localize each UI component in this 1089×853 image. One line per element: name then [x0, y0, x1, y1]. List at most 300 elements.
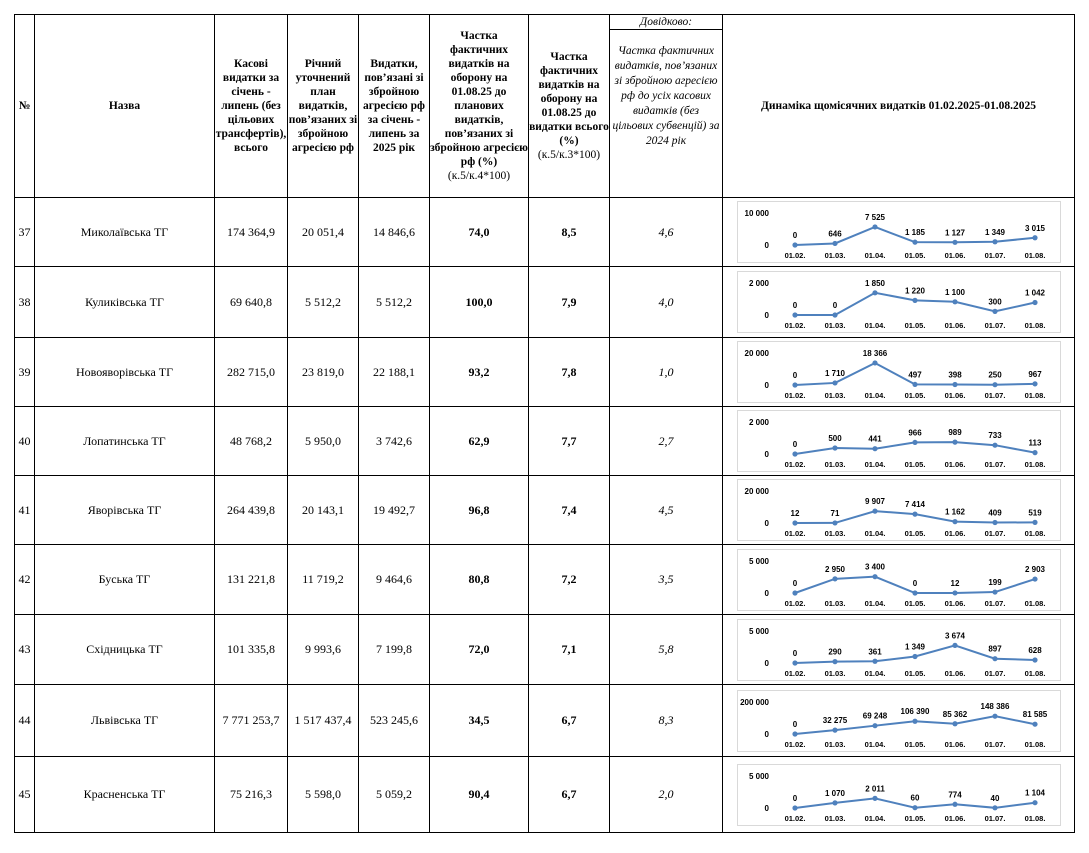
data-point — [872, 795, 877, 800]
share-of-total: 7,4 — [529, 476, 610, 545]
data-point — [792, 242, 797, 247]
share-of-plan: 90,4 — [430, 757, 529, 833]
data-point — [872, 658, 877, 663]
share-of-total: 7,2 — [529, 545, 610, 615]
y-axis-zero-label: 0 — [764, 519, 769, 528]
x-tick-label: 01.02. — [784, 813, 805, 823]
x-tick-label: 01.03. — [824, 739, 845, 749]
table-row — [15, 757, 1075, 833]
data-label: 3 015 — [1024, 223, 1045, 233]
data-label: 1 349 — [904, 642, 925, 652]
data-point — [792, 731, 797, 736]
x-tick-label: 01.04. — [864, 598, 885, 608]
data-label: 2 903 — [1024, 564, 1045, 574]
data-label: 966 — [907, 428, 922, 438]
data-point — [912, 298, 917, 303]
annual-plan: 1 517 437,4 — [288, 685, 359, 757]
data-point — [1032, 520, 1037, 525]
x-tick-label: 01.08. — [1024, 668, 1045, 678]
header-reference-text: Частка фактичних видатків, пов’язаних зі збройною агресією рф до усіх касових видатків (без цільових субвенцій) за 2024 рік — [612, 45, 720, 147]
data-point — [832, 727, 837, 732]
data-point — [1032, 576, 1037, 581]
monthly-dynamics-chart — [737, 764, 1061, 826]
data-label: 3 674 — [944, 630, 965, 640]
data-point — [912, 653, 917, 658]
data-label: 0 — [912, 578, 917, 588]
row-number: 40 — [15, 407, 35, 476]
cash-expenditure: 174 364,9 — [215, 198, 288, 267]
monthly-dynamics-chart — [737, 690, 1061, 752]
defense-spent: 3 742,6 — [359, 407, 430, 476]
data-point — [952, 590, 957, 595]
defense-spent: 19 492,7 — [359, 476, 430, 545]
table-body — [15, 198, 1075, 833]
cash-expenditure: 131 221,8 — [215, 545, 288, 615]
table-row — [15, 685, 1075, 757]
y-axis-max-label: 2 000 — [748, 279, 769, 288]
data-point — [792, 660, 797, 665]
monthly-dynamics-chart — [737, 549, 1061, 611]
annual-plan: 9 993,6 — [288, 615, 359, 685]
data-label: 967 — [1027, 369, 1042, 379]
annual-plan: 5 950,0 — [288, 407, 359, 476]
data-label: 60 — [910, 793, 919, 803]
data-point — [872, 509, 877, 514]
monthly-dynamics-chart — [737, 201, 1061, 263]
data-point — [1032, 381, 1037, 386]
data-point — [832, 241, 837, 246]
share-of-plan: 74,0 — [430, 198, 529, 267]
data-point — [992, 443, 997, 448]
data-label: 250 — [987, 370, 1002, 380]
monthly-dynamics-chart — [737, 410, 1061, 472]
monthly-dynamics-cell — [723, 267, 1075, 338]
reference-share-2024: 1,0 — [610, 338, 723, 407]
x-tick-label: 01.05. — [904, 813, 925, 823]
y-axis-max-label: 10 000 — [744, 209, 769, 218]
share-of-total: 7,9 — [529, 267, 610, 338]
table-row — [15, 198, 1075, 267]
share-of-total: 7,7 — [529, 407, 610, 476]
x-tick-label: 01.04. — [864, 668, 885, 678]
x-tick-label: 01.08. — [1024, 391, 1045, 400]
data-label: 12 — [790, 508, 799, 518]
x-tick-label: 01.02. — [784, 460, 805, 469]
x-tick-label: 01.06. — [944, 321, 965, 330]
community-name: Яворівська ТГ — [35, 476, 215, 545]
x-tick-label: 01.06. — [944, 251, 965, 260]
data-label: 300 — [987, 297, 1002, 307]
community-name: Куликівська ТГ — [35, 267, 215, 338]
cash-expenditure: 264 439,8 — [215, 476, 288, 545]
data-point — [792, 312, 797, 317]
y-axis-zero-label: 0 — [764, 241, 769, 250]
y-axis-zero-label: 0 — [764, 729, 769, 739]
data-point — [952, 801, 957, 806]
x-tick-label: 01.05. — [904, 668, 925, 678]
share-of-total: 6,7 — [529, 757, 610, 833]
header-share-plan — [430, 15, 529, 198]
x-tick-label: 01.03. — [824, 321, 845, 330]
data-label: 9 907 — [864, 497, 885, 507]
table-row — [15, 338, 1075, 407]
x-tick-label: 01.07. — [984, 529, 1005, 538]
data-point — [992, 805, 997, 810]
row-number: 39 — [15, 338, 35, 407]
data-label: 398 — [947, 370, 962, 380]
table-row — [15, 476, 1075, 545]
data-point — [1032, 300, 1037, 305]
data-label: 71 — [830, 508, 839, 518]
data-label: 989 — [947, 428, 962, 438]
x-tick-label: 01.08. — [1024, 739, 1045, 749]
y-axis-zero-label: 0 — [764, 450, 769, 459]
data-point — [832, 520, 837, 525]
data-label: 85 362 — [942, 709, 967, 719]
table-row — [15, 267, 1075, 338]
data-point — [1032, 800, 1037, 805]
x-tick-label: 01.02. — [784, 668, 805, 678]
data-point — [952, 721, 957, 726]
data-point — [952, 519, 957, 524]
header-reference-title: Довідково: — [610, 15, 722, 30]
monthly-dynamics-chart — [737, 479, 1061, 541]
data-label: 106 390 — [900, 706, 929, 716]
x-tick-label: 01.05. — [904, 529, 925, 538]
x-tick-label: 01.03. — [824, 529, 845, 538]
monthly-dynamics-chart — [737, 619, 1061, 681]
header-share-total-formula: (к.5/к.3*100) — [537, 149, 601, 161]
data-label: 1 162 — [944, 507, 965, 517]
data-point — [952, 440, 957, 445]
monthly-dynamics-cell — [723, 545, 1075, 615]
community-name: Лопатинська ТГ — [35, 407, 215, 476]
data-point — [992, 309, 997, 314]
data-label: 409 — [987, 508, 1002, 518]
data-point — [912, 590, 917, 595]
monthly-dynamics-cell — [723, 407, 1075, 476]
y-axis-zero-label: 0 — [764, 658, 769, 668]
x-tick-label: 01.02. — [784, 391, 805, 400]
data-label: 628 — [1027, 645, 1042, 655]
cash-expenditure: 69 640,8 — [215, 267, 288, 338]
x-tick-label: 01.05. — [904, 251, 925, 260]
x-tick-label: 01.08. — [1024, 321, 1045, 330]
monthly-dynamics-cell — [723, 615, 1075, 685]
data-label: 148 386 — [980, 701, 1009, 711]
share-of-plan: 34,5 — [430, 685, 529, 757]
x-tick-label: 01.04. — [864, 460, 885, 469]
data-label: 1 127 — [944, 228, 965, 238]
data-label: 1 185 — [904, 228, 925, 238]
header-row — [15, 15, 1075, 198]
data-label: 7 525 — [864, 212, 885, 222]
data-point — [1032, 450, 1037, 455]
x-tick-label: 01.06. — [944, 529, 965, 538]
data-point — [872, 290, 877, 295]
x-tick-label: 01.07. — [984, 668, 1005, 678]
share-of-total: 7,1 — [529, 615, 610, 685]
data-point — [872, 574, 877, 579]
header-plan: Річний уточнений план видатків, пов’язаних зі збройною агресією рф — [288, 15, 359, 198]
data-point — [992, 382, 997, 387]
data-point — [952, 382, 957, 387]
defense-spent: 5 059,2 — [359, 757, 430, 833]
reference-share-2024: 5,8 — [610, 615, 723, 685]
defense-spent: 22 188,1 — [359, 338, 430, 407]
data-point — [992, 589, 997, 594]
x-tick-label: 01.05. — [904, 460, 925, 469]
data-point — [872, 224, 877, 229]
data-label: 519 — [1027, 508, 1042, 518]
data-label: 0 — [792, 648, 797, 658]
community-name: Східницька ТГ — [35, 615, 215, 685]
data-point — [912, 382, 917, 387]
data-point — [992, 520, 997, 525]
reference-share-2024: 2,0 — [610, 757, 723, 833]
data-point — [832, 312, 837, 317]
data-point — [992, 239, 997, 244]
annual-plan: 5 512,2 — [288, 267, 359, 338]
data-label: 1 070 — [824, 788, 845, 798]
y-axis-max-label: 2 000 — [748, 418, 769, 427]
defense-spent: 9 464,6 — [359, 545, 430, 615]
data-label: 199 — [987, 577, 1002, 587]
x-tick-label: 01.04. — [864, 321, 885, 330]
header-num: № — [15, 15, 35, 198]
x-tick-label: 01.03. — [824, 391, 845, 400]
data-point — [1032, 657, 1037, 662]
monthly-dynamics-chart — [737, 341, 1061, 403]
data-label: 497 — [907, 370, 922, 380]
x-tick-label: 01.02. — [784, 739, 805, 749]
data-label: 0 — [792, 440, 797, 449]
cash-expenditure: 75 216,3 — [215, 757, 288, 833]
data-point — [832, 445, 837, 450]
x-tick-label: 01.05. — [904, 391, 925, 400]
share-of-total: 8,5 — [529, 198, 610, 267]
data-label: 81 585 — [1022, 709, 1047, 719]
y-axis-max-label: 5 000 — [748, 626, 769, 636]
data-point — [912, 805, 917, 810]
x-tick-label: 01.02. — [784, 321, 805, 330]
monthly-dynamics-cell — [723, 757, 1075, 833]
row-number: 37 — [15, 198, 35, 267]
data-label: 733 — [987, 431, 1002, 441]
data-label: 32 275 — [822, 715, 847, 725]
defense-spent: 523 245,6 — [359, 685, 430, 757]
reference-share-2024: 4,0 — [610, 267, 723, 338]
monthly-dynamics-cell — [723, 198, 1075, 267]
y-axis-max-label: 200 000 — [739, 697, 769, 707]
monthly-dynamics-cell — [723, 338, 1075, 407]
x-tick-label: 01.08. — [1024, 460, 1045, 469]
header-reference — [610, 15, 723, 198]
x-tick-label: 01.07. — [984, 460, 1005, 469]
table-row — [15, 545, 1075, 615]
data-label: 3 400 — [864, 562, 885, 572]
defense-spent: 7 199,8 — [359, 615, 430, 685]
x-tick-label: 01.06. — [944, 391, 965, 400]
x-tick-label: 01.02. — [784, 251, 805, 260]
community-name: Миколаївська ТГ — [35, 198, 215, 267]
share-of-plan: 93,2 — [430, 338, 529, 407]
x-tick-label: 01.07. — [984, 598, 1005, 608]
data-label: 1 850 — [864, 278, 885, 288]
y-axis-max-label: 5 000 — [748, 556, 769, 566]
x-tick-label: 01.03. — [824, 251, 845, 260]
data-label: 1 710 — [824, 368, 845, 378]
data-label: 774 — [947, 789, 962, 799]
annual-plan: 20 051,4 — [288, 198, 359, 267]
defense-spending-table — [14, 14, 1075, 833]
row-number: 45 — [15, 757, 35, 833]
y-axis-max-label: 20 000 — [744, 349, 769, 358]
data-point — [792, 520, 797, 525]
x-tick-label: 01.07. — [984, 739, 1005, 749]
data-label: 441 — [867, 434, 882, 444]
x-tick-label: 01.06. — [944, 460, 965, 469]
data-point — [912, 240, 917, 245]
x-tick-label: 01.03. — [824, 668, 845, 678]
x-tick-label: 01.03. — [824, 813, 845, 823]
reference-share-2024: 2,7 — [610, 407, 723, 476]
x-tick-label: 01.03. — [824, 598, 845, 608]
x-tick-label: 01.04. — [864, 251, 885, 260]
y-axis-zero-label: 0 — [764, 803, 769, 813]
data-point — [792, 805, 797, 810]
row-number: 42 — [15, 545, 35, 615]
reference-share-2024: 8,3 — [610, 685, 723, 757]
x-tick-label: 01.08. — [1024, 529, 1045, 538]
data-point — [832, 800, 837, 805]
data-point — [912, 440, 917, 445]
share-of-plan: 80,8 — [430, 545, 529, 615]
y-axis-zero-label: 0 — [764, 588, 769, 598]
data-label: 897 — [987, 644, 1002, 654]
x-tick-label: 01.06. — [944, 668, 965, 678]
data-label: 0 — [792, 371, 797, 380]
data-label: 113 — [1028, 438, 1041, 448]
header-share-total-label: Частка фактичних видатків на оборону на 01.08.25 до видатки всього (%) — [529, 51, 609, 147]
share-of-total: 6,7 — [529, 685, 610, 757]
cash-expenditure: 282 715,0 — [215, 338, 288, 407]
row-number: 43 — [15, 615, 35, 685]
share-of-plan: 96,8 — [430, 476, 529, 545]
x-tick-label: 01.04. — [864, 739, 885, 749]
x-tick-label: 01.07. — [984, 321, 1005, 330]
annual-plan: 5 598,0 — [288, 757, 359, 833]
x-tick-label: 01.03. — [824, 460, 845, 469]
x-tick-label: 01.08. — [1024, 598, 1045, 608]
x-tick-label: 01.07. — [984, 813, 1005, 823]
header-share-plan-label: Частка фактичних видатків на оборону на 01.08.25 до планових видатків, пов’язаних зі збройною агресією рф (%) — [430, 30, 528, 168]
data-label: 2 011 — [864, 783, 885, 793]
data-point — [952, 299, 957, 304]
share-of-plan: 100,0 — [430, 267, 529, 338]
data-point — [792, 382, 797, 387]
data-label: 361 — [867, 646, 882, 656]
data-label: 0 — [792, 793, 797, 803]
reference-share-2024: 3,5 — [610, 545, 723, 615]
y-axis-max-label: 5 000 — [748, 771, 769, 781]
data-point — [832, 659, 837, 664]
y-axis-zero-label: 0 — [764, 311, 769, 320]
data-point — [872, 360, 877, 365]
monthly-dynamics-cell — [723, 685, 1075, 757]
y-axis-zero-label: 0 — [764, 381, 769, 390]
x-tick-label: 01.05. — [904, 598, 925, 608]
data-label: 69 248 — [862, 711, 887, 721]
row-number: 38 — [15, 267, 35, 338]
annual-plan: 11 719,2 — [288, 545, 359, 615]
community-name: Красненська ТГ — [35, 757, 215, 833]
x-tick-label: 01.06. — [944, 813, 965, 823]
share-of-total: 7,8 — [529, 338, 610, 407]
defense-spent: 14 846,6 — [359, 198, 430, 267]
annual-plan: 20 143,1 — [288, 476, 359, 545]
header-dynamics: Динаміка щомісячних видатків 01.02.2025-01.08.2025 — [723, 15, 1075, 198]
header-spent: Видатки, пов’язані зі збройною агресією рф за січень - липень за 2025 рік — [359, 15, 430, 198]
data-label: 18 366 — [862, 348, 887, 358]
share-of-plan: 62,9 — [430, 407, 529, 476]
data-label: 2 950 — [824, 564, 845, 574]
data-label: 1 349 — [984, 227, 1005, 237]
x-tick-label: 01.07. — [984, 391, 1005, 400]
data-label: 12 — [950, 578, 959, 588]
data-label: 0 — [792, 719, 797, 729]
community-name: Львівська ТГ — [35, 685, 215, 757]
data-label: 646 — [827, 229, 842, 239]
row-number: 44 — [15, 685, 35, 757]
x-tick-label: 01.08. — [1024, 813, 1045, 823]
data-point — [872, 446, 877, 451]
data-point — [872, 723, 877, 728]
x-tick-label: 01.02. — [784, 598, 805, 608]
data-label: 1 042 — [1024, 288, 1045, 298]
header-share-plan-formula: (к.5/к.4*100) — [447, 170, 511, 182]
data-label: 0 — [792, 578, 797, 588]
community-name: Буська ТГ — [35, 545, 215, 615]
x-tick-label: 01.02. — [784, 529, 805, 538]
data-label: 40 — [990, 793, 999, 803]
data-point — [792, 451, 797, 456]
data-label: 500 — [827, 434, 842, 443]
data-point — [992, 656, 997, 661]
annual-plan: 23 819,0 — [288, 338, 359, 407]
row-number: 41 — [15, 476, 35, 545]
data-point — [912, 718, 917, 723]
data-label: 1 104 — [1024, 788, 1045, 798]
data-point — [1032, 235, 1037, 240]
x-tick-label: 01.04. — [864, 813, 885, 823]
monthly-dynamics-chart — [737, 271, 1061, 333]
data-label: 0 — [832, 301, 837, 310]
data-point — [832, 380, 837, 385]
cash-expenditure: 7 771 253,7 — [215, 685, 288, 757]
data-label: 1 100 — [944, 287, 965, 297]
reference-share-2024: 4,5 — [610, 476, 723, 545]
y-axis-max-label: 20 000 — [744, 487, 769, 496]
x-tick-label: 01.04. — [864, 529, 885, 538]
data-point — [792, 590, 797, 595]
header-name: Назва — [35, 15, 215, 198]
data-label: 290 — [827, 647, 842, 657]
data-label: 0 — [792, 301, 797, 310]
x-tick-label: 01.06. — [944, 739, 965, 749]
header-cash: Касові видатки за січень - липень (без цільових трансфертів), всього — [215, 15, 288, 198]
cash-expenditure: 101 335,8 — [215, 615, 288, 685]
